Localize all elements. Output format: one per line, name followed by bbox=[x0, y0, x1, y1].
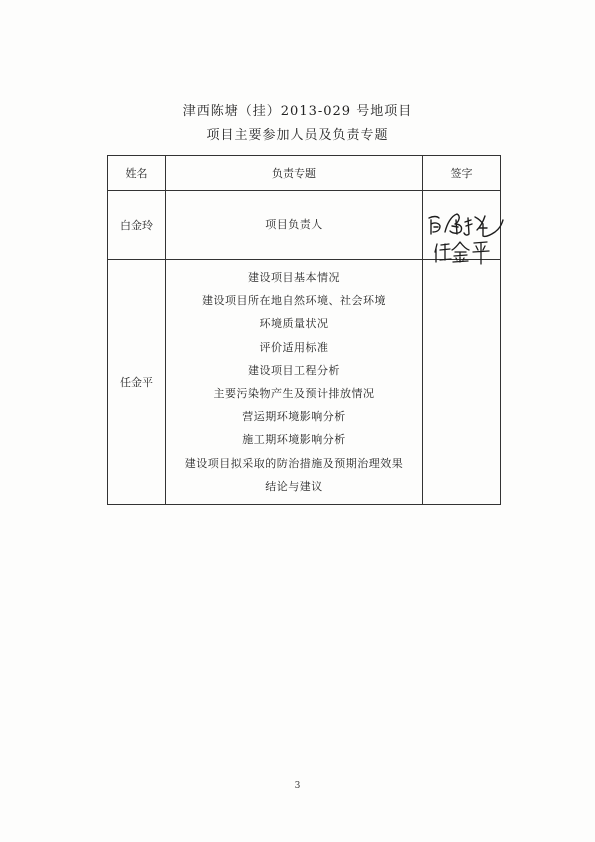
person-name: 白金玲 bbox=[108, 191, 166, 260]
personnel-table bbox=[107, 155, 501, 505]
header-signature: 签字 bbox=[423, 156, 501, 191]
header-name: 姓名 bbox=[108, 156, 166, 191]
topic-list bbox=[166, 266, 422, 498]
topic-item: 建设项目工程分析 bbox=[248, 363, 340, 377]
person-name: 任金平 bbox=[108, 260, 166, 505]
topic-item: 建设项目所在地自然环境、社会环境 bbox=[202, 294, 386, 308]
table-header-row bbox=[108, 156, 501, 191]
signature-cell bbox=[423, 260, 501, 505]
document-subtitle: 项目主要参加人员及负责专题 bbox=[206, 128, 389, 143]
topic-list bbox=[166, 213, 422, 236]
document-title: 津西陈塘（挂）2013-029 号地项目 bbox=[182, 104, 413, 119]
table-row bbox=[108, 260, 501, 505]
topic-item: 评价适用标准 bbox=[259, 340, 329, 354]
topic-item: 营运期环境影响分析 bbox=[242, 410, 346, 424]
topic-item: 环境质量状况 bbox=[259, 317, 329, 331]
topic-cell bbox=[166, 191, 423, 260]
topic-item: 项目负责人 bbox=[265, 218, 323, 232]
topic-item: 建设项目拟采取的防治措施及预期治理效果 bbox=[184, 456, 404, 470]
topic-item: 结论与建议 bbox=[265, 479, 323, 493]
topic-cell bbox=[166, 260, 423, 505]
header-topic: 负责专题 bbox=[166, 156, 423, 191]
page-number: 3 bbox=[294, 781, 301, 791]
topic-item: 施工期环境影响分析 bbox=[242, 433, 346, 447]
topic-item: 建设项目基本情况 bbox=[248, 270, 340, 284]
topic-item: 主要污染物产生及预计排放情况 bbox=[213, 387, 375, 400]
